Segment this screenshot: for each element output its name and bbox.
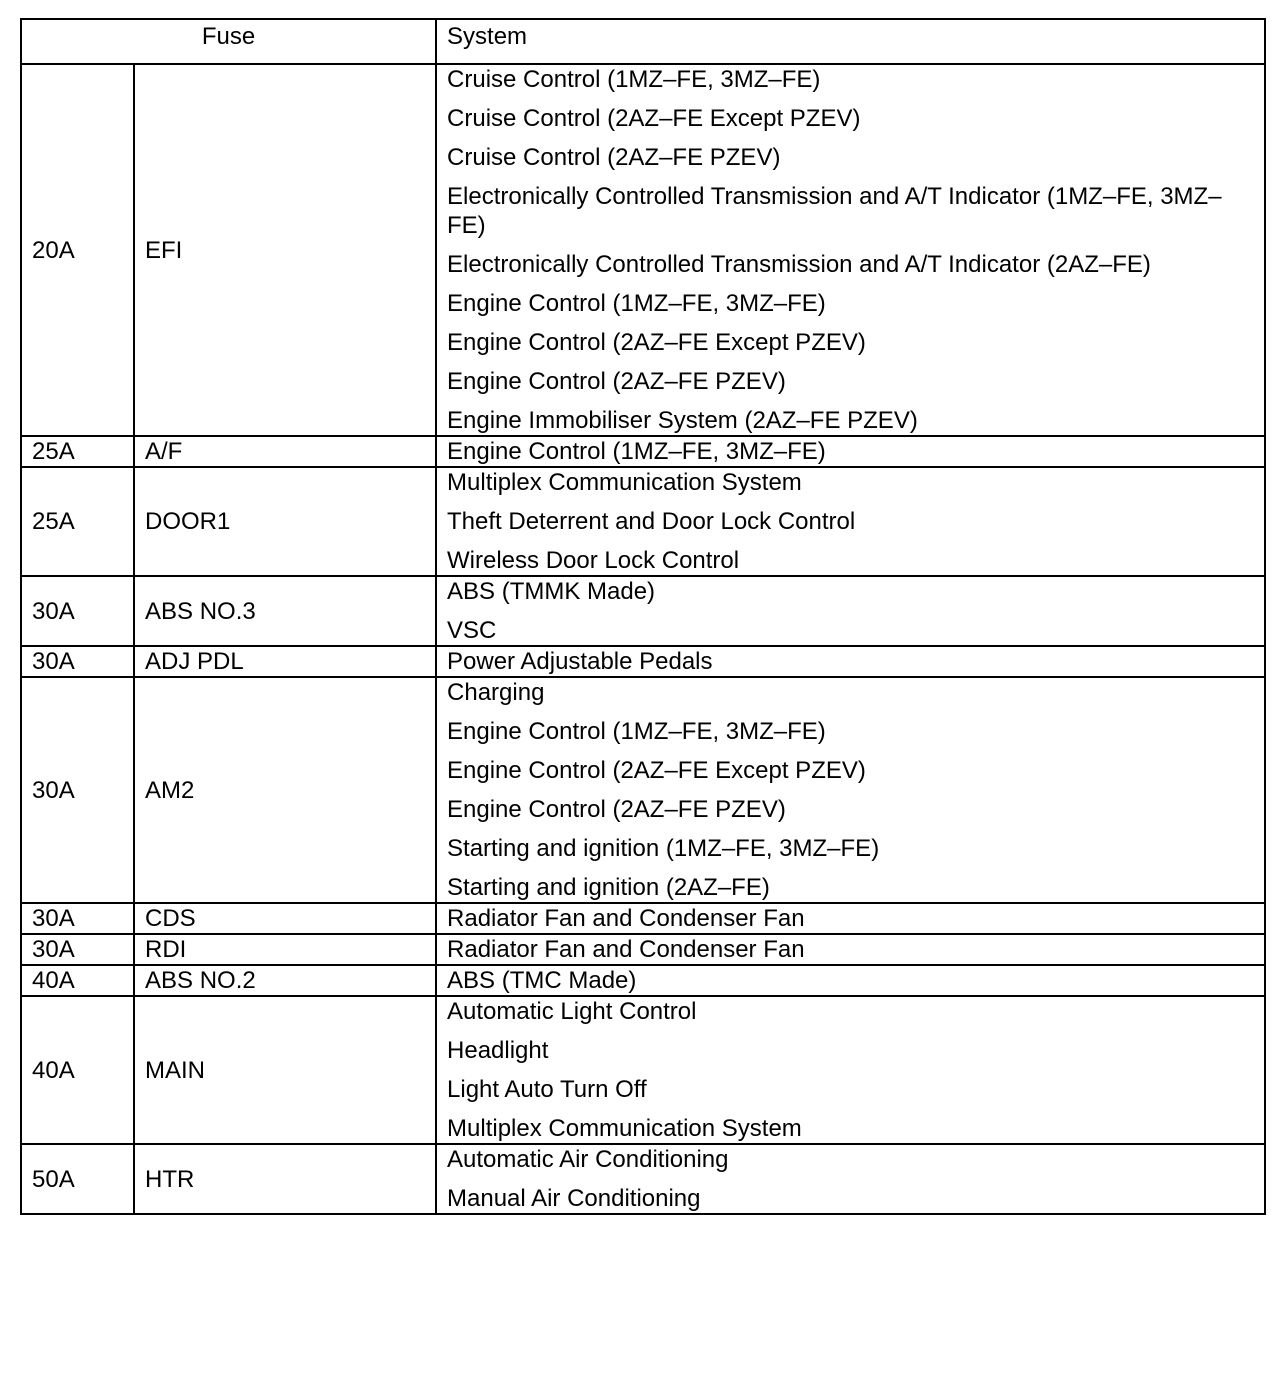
- system-list: [436, 934, 1265, 965]
- system-item: Power Adjustable Pedals: [447, 648, 713, 675]
- fuse-name: DOOR1: [134, 467, 436, 576]
- table-row: [21, 576, 1265, 646]
- fuse-amperage: 30A: [21, 677, 134, 903]
- system-column-header: System: [436, 19, 1265, 64]
- fuse-table-body: [21, 64, 1265, 1214]
- table-row: [21, 934, 1265, 965]
- system-list: [436, 965, 1265, 996]
- table-row: [21, 64, 1265, 436]
- fuse-amperage: 30A: [21, 646, 134, 677]
- system-item: Radiator Fan and Condenser Fan: [447, 936, 805, 963]
- system-item: Engine Control (1MZ–FE, 3MZ–FE): [447, 438, 826, 465]
- system-item: ABS (TMC Made): [447, 967, 637, 994]
- fuse-name: EFI: [134, 64, 436, 436]
- system-item: VSC: [447, 617, 497, 644]
- fuse-amperage: 25A: [21, 467, 134, 576]
- fuse-amperage: 50A: [21, 1144, 134, 1214]
- fuse-name: CDS: [134, 903, 436, 934]
- fuse-name: A/F: [134, 436, 436, 467]
- fuse-table: [20, 18, 1266, 1215]
- system-list: [436, 677, 1265, 903]
- system-item: Multiplex Communication System: [447, 469, 802, 496]
- fuse-name: AM2: [134, 677, 436, 903]
- fuse-column-header: Fuse: [21, 19, 436, 64]
- system-item: Engine Control (2AZ–FE Except PZEV): [447, 757, 866, 784]
- table-row: [21, 903, 1265, 934]
- table-row: [21, 646, 1265, 677]
- system-item: Starting and ignition (2AZ–FE): [447, 874, 770, 901]
- system-item: Electronically Controlled Transmission and A/T Indicator (2AZ–FE): [447, 251, 1151, 278]
- system-list: [436, 996, 1265, 1144]
- table-row: [21, 467, 1265, 576]
- cropped-footer-text: [20, 1363, 720, 1374]
- fuse-amperage: 30A: [21, 903, 134, 934]
- table-row: [21, 1144, 1265, 1214]
- header-row: [21, 19, 1265, 64]
- system-list: [436, 436, 1265, 467]
- system-item: Electronically Controlled Transmission and A/T Indicator (1MZ–FE, 3MZ–FE): [447, 183, 1222, 239]
- system-list: [436, 64, 1265, 436]
- system-item: Cruise Control (2AZ–FE Except PZEV): [447, 105, 861, 132]
- table-row: [21, 436, 1265, 467]
- table-row: [21, 677, 1265, 903]
- system-list: [436, 903, 1265, 934]
- fuse-amperage: 40A: [21, 965, 134, 996]
- fuse-name: RDI: [134, 934, 436, 965]
- fuse-name: HTR: [134, 1144, 436, 1214]
- fuse-name: ADJ PDL: [134, 646, 436, 677]
- system-item: Headlight: [447, 1037, 549, 1064]
- system-list: [436, 1144, 1265, 1214]
- system-item: Engine Control (1MZ–FE, 3MZ–FE): [447, 290, 826, 317]
- system-item: ABS (TMMK Made): [447, 578, 656, 605]
- fuse-amperage: 40A: [21, 996, 134, 1144]
- system-item: Multiplex Communication System: [447, 1115, 802, 1142]
- system-item: Automatic Air Conditioning: [447, 1146, 729, 1173]
- system-item: Light Auto Turn Off: [447, 1076, 647, 1103]
- system-item: Engine Control (2AZ–FE Except PZEV): [447, 329, 866, 356]
- system-item: Starting and ignition (1MZ–FE, 3MZ–FE): [447, 835, 880, 862]
- fuse-name: MAIN: [134, 996, 436, 1144]
- fuse-amperage: 30A: [21, 576, 134, 646]
- system-list: [436, 467, 1265, 576]
- table-row: [21, 996, 1265, 1144]
- system-item: Engine Control (1MZ–FE, 3MZ–FE): [447, 718, 826, 745]
- system-item: Engine Immobiliser System (2AZ–FE PZEV): [447, 407, 918, 434]
- system-item: Charging: [447, 679, 545, 706]
- system-list: [436, 646, 1265, 677]
- system-item: Manual Air Conditioning: [447, 1185, 701, 1212]
- system-list: [436, 576, 1265, 646]
- system-item: Automatic Light Control: [447, 998, 697, 1025]
- fuse-amperage: 20A: [21, 64, 134, 436]
- system-item: Wireless Door Lock Control: [447, 547, 740, 574]
- system-item: Engine Control (2AZ–FE PZEV): [447, 796, 786, 823]
- system-item: Engine Control (2AZ–FE PZEV): [447, 368, 786, 395]
- table-row: [21, 965, 1265, 996]
- system-item: Theft Deterrent and Door Lock Control: [447, 508, 856, 535]
- fuse-name: ABS NO.3: [134, 576, 436, 646]
- system-item: Cruise Control (1MZ–FE, 3MZ–FE): [447, 66, 821, 93]
- fuse-amperage: 30A: [21, 934, 134, 965]
- system-item: Cruise Control (2AZ–FE PZEV): [447, 144, 781, 171]
- fuse-name: ABS NO.2: [134, 965, 436, 996]
- system-item: Radiator Fan and Condenser Fan: [447, 905, 805, 932]
- fuse-amperage: 25A: [21, 436, 134, 467]
